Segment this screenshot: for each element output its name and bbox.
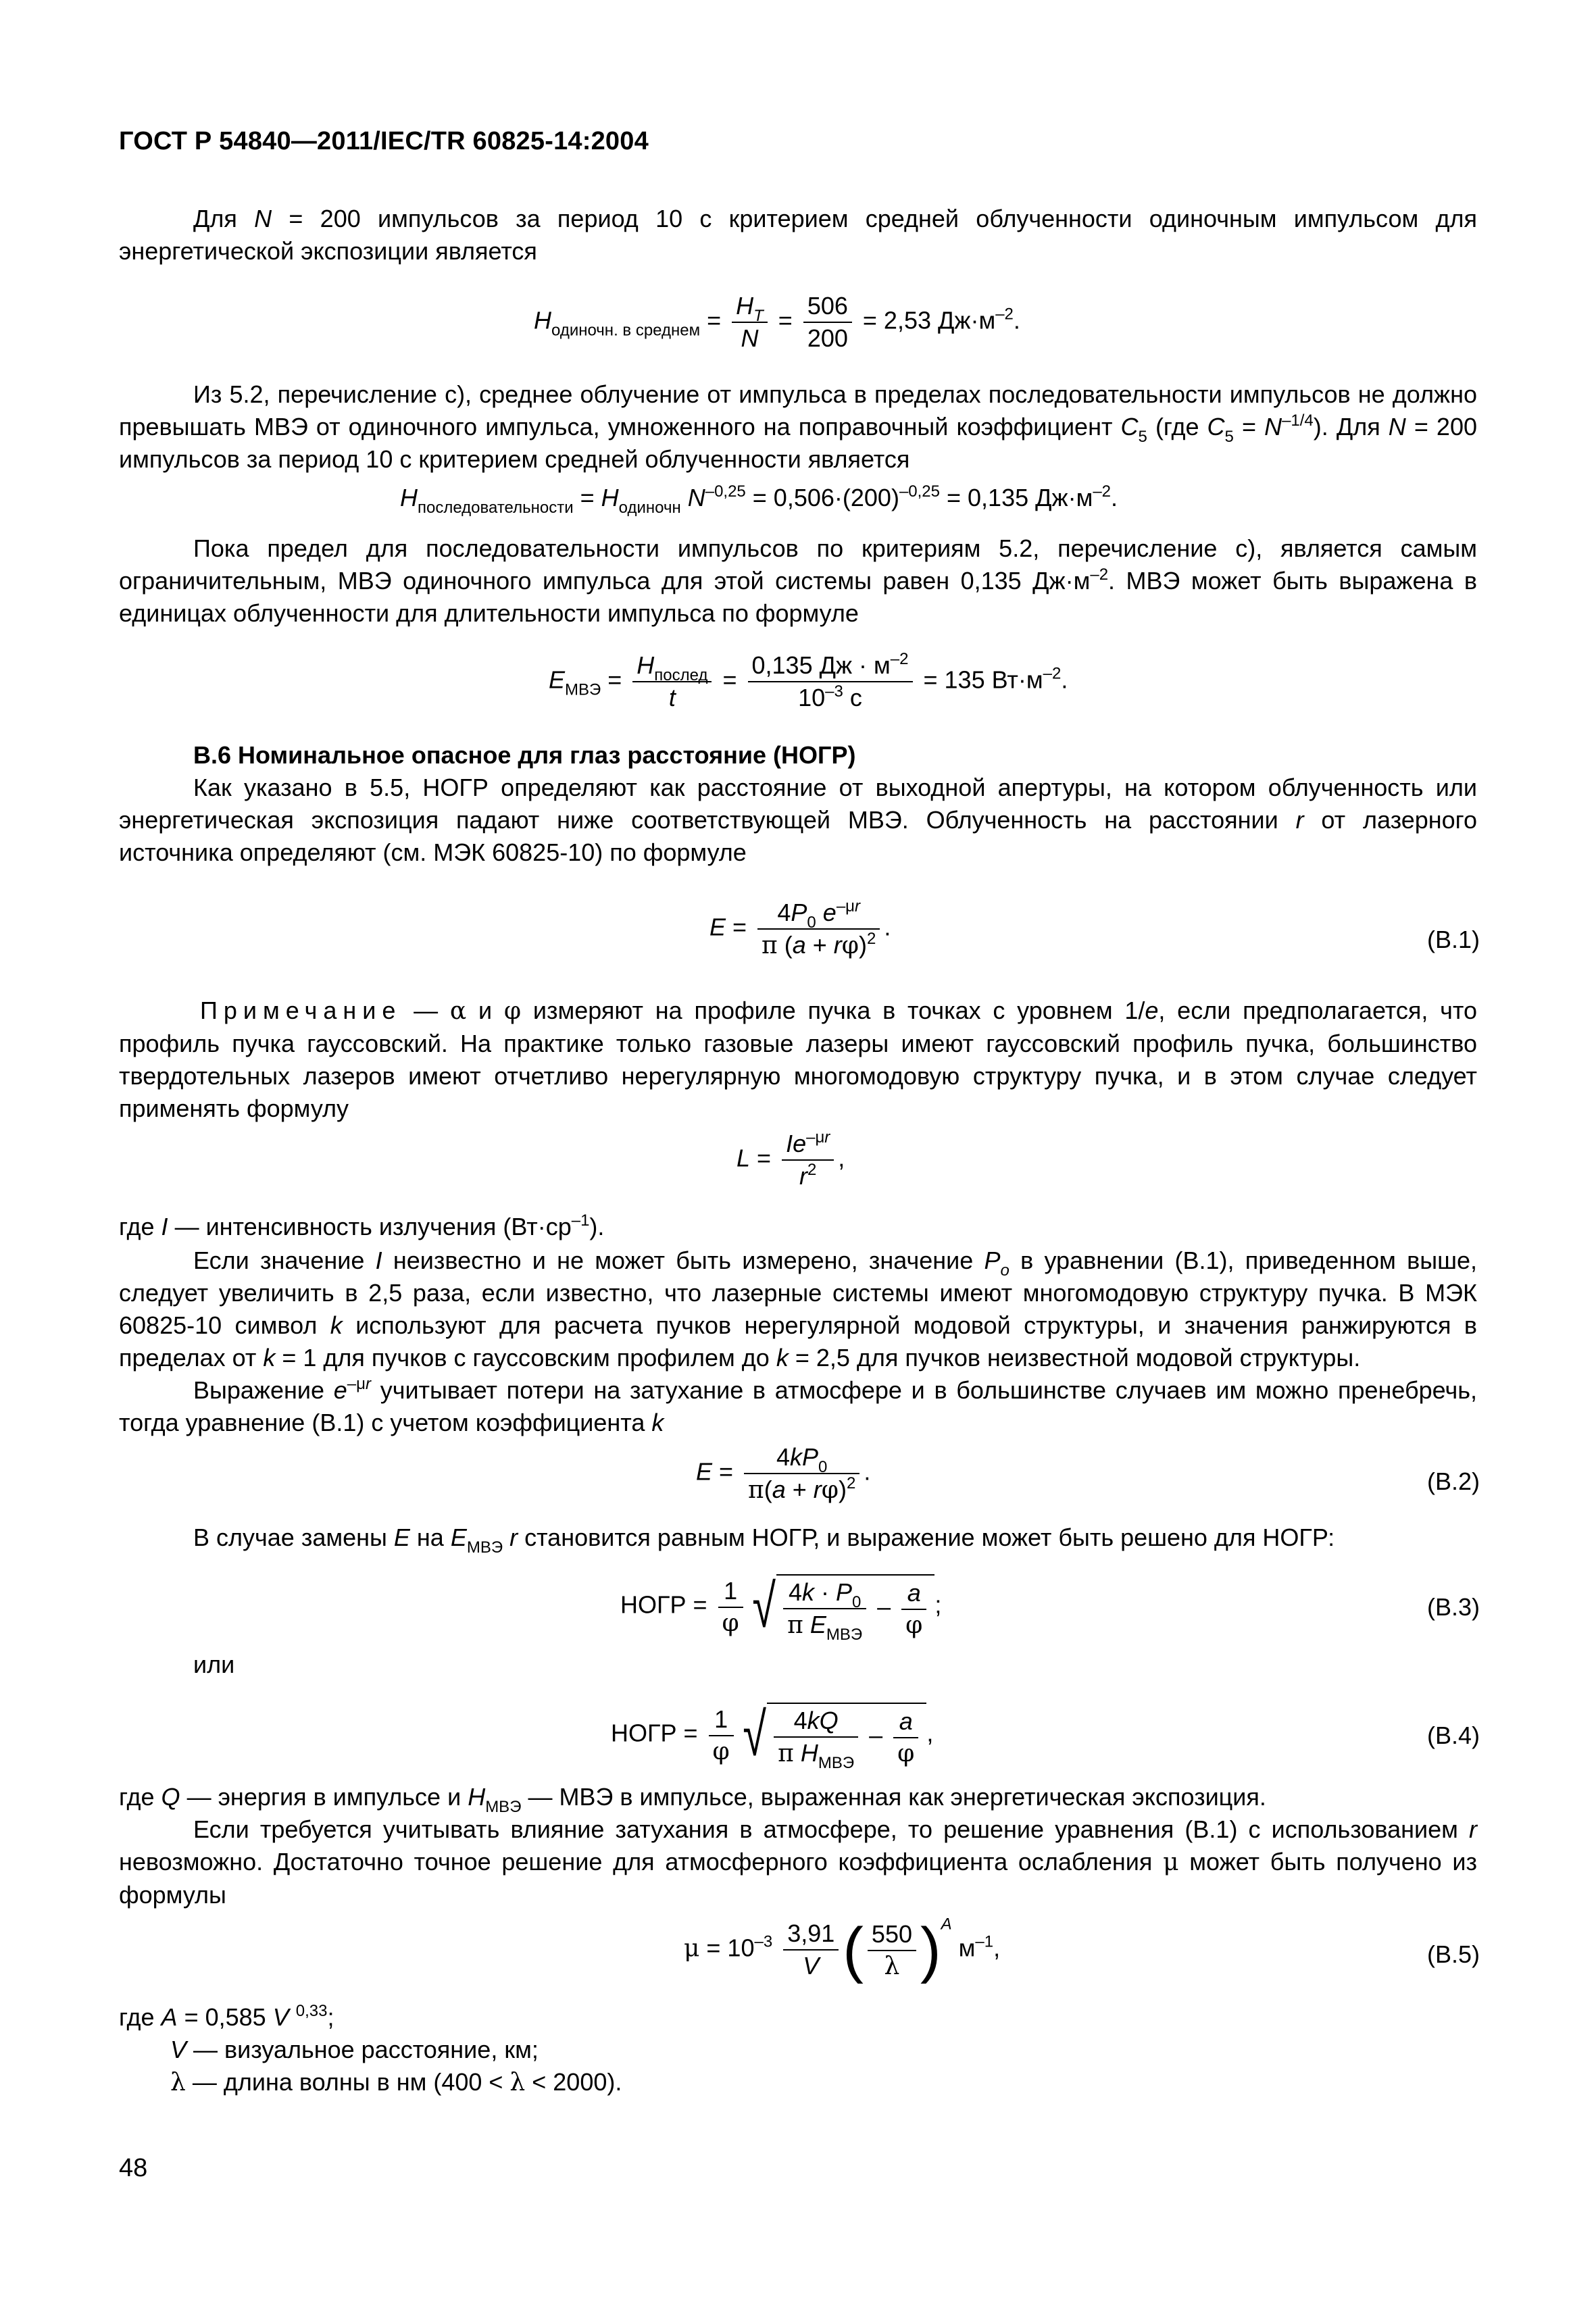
word-or: или bbox=[193, 1651, 235, 1678]
where-lambda: λ — длина волны в нм (400 < λ < 2000). bbox=[170, 2068, 622, 2096]
formula-b1: E = $\frac{4P_0 e^{-\mu r}}{\pi (a + r\varphi)^2}$ . bbox=[709, 897, 891, 959]
eq-label-b5: (В.5) bbox=[1427, 1940, 1480, 1968]
section-title: В.6 Номинальное опасное для глаз расстояние (НОГР) bbox=[193, 741, 856, 769]
formula-h-single: $H_{одиночн. в среднем}$ = $\frac{H_T}{N}$ = $\frac{506}{200}$ = 2,53 $Дж\cdot м^{-2}$. bbox=[534, 292, 1020, 352]
formula-h-sequence: $H_{последовательности} = H_{одиночн}$ $N^{-0,25} = 0,506\cdot(200)^{-0,25} = 0,135$ $Дж\cdot м^{-2}$. bbox=[400, 482, 1118, 517]
where-q: где Q — энергия в импульсе и $H_{МВЭ}$ — МВЭ в импульсе, выраженная как энергетическая экспозиция. bbox=[119, 1783, 1266, 1816]
paragraph-6: Выражение $e^{-\mu r}$ учитывает потери на затухание в атмосфере и в большинстве случаев им можно пренебречь, тогда уравнение (В.1) с учетом коэффициента k bbox=[119, 1375, 1478, 1436]
paragraph-2: Из 5.2, перечисление с), среднее облучение от импульса в пределах последовательности импульсов не должно превышать МВЭ от одиночного импульса, умноженного на поправочный коэффициент $C_5$ (где $C_5 = N^{-1/4}$). Для N = 200 импульсов за период 10 с критерием средней облученности является bbox=[119, 380, 1477, 473]
formula-b2: E = $\frac{4kP_0}{\pi(a + r\varphi)^2}$ . bbox=[696, 1443, 871, 1504]
eq-label-b3: (В.3) bbox=[1427, 1593, 1480, 1621]
document-header: ГОСТ Р 54840—2011/IEC/TR 60825-14:2004 bbox=[119, 127, 649, 155]
formula-b5: $\mu = 10^{-3}$ $\frac{3,91}{V}$ ( $\frac{550}{\lambda}$ )$^A$ $м^{-1}$, bbox=[684, 1915, 1001, 1984]
formula-e-mpe: $E_{МВЭ}$ = $\frac{H_{послед}}{t}$ = $\frac{0,135 Дж \cdot м^{-2}}{10^{-3} с}$ = 135 $Вт\cdot м^{-2}$. bbox=[549, 650, 1068, 711]
paragraph-1: Для N = 200 импульсов за период 10 с критерием средней облученности одиночным импульсом для энергетической экспозиции является bbox=[119, 205, 1477, 265]
formula-b4: НОГР = $\frac{1}{\varphi}$ √ $\frac{4kQ}{\pi H_{МВЭ}}$ – $\frac{a}{\varphi}$ , bbox=[611, 1701, 934, 1772]
paragraph-5: Если значение I неизвестно и не может быть измерено, значение $P_o$ в уравнении (В.1), приведенном выше, следует увеличить в 2,5 раза, если известно, что лазерные системы имеют многомодовую структуру пучка. В МЭК 60825-10 символ k используют для расчета пучков нерегулярной модовой структуры, и значения ранжируются в пределах от k = 1 для пучков с гауссовским профилем до k = 2,5 для пучков неизвестной модовой структуры. bbox=[119, 1247, 1478, 1372]
paragraph-8: Если требуется учитывать влияние затухания в атмосфере, то решение уравнения (В.1) с использованием r невозможно. Достаточно точное решение для атмосферного коэффициента ослабления μ может быть получено из формулы bbox=[119, 1815, 1477, 1909]
where-a: где A = 0,585 V $^{0,33}$; bbox=[119, 2002, 334, 2031]
paragraph-7: В случае замены E на $E_{МВЭ}$ r становится равным НОГР, и выражение может быть решено для НОГР: bbox=[193, 1524, 1335, 1557]
eq-label-b1: (В.1) bbox=[1427, 926, 1480, 953]
where-intensity: где I — интенсивность излучения $(Вт\cdot ср^{-1})$. bbox=[119, 1211, 605, 1240]
paragraph-4: Как указано в 5.5, НОГР определяют как расстояние от выходной апертуры, на котором облученность или энергетическая экспозиция падают ниже соответствующей МВЭ. Облученность на расстоянии r от лазерного источника определяют (см. МЭК 60825-10) по формуле bbox=[119, 774, 1477, 866]
where-v: V — визуальное расстояние, км; bbox=[170, 2036, 539, 2063]
eq-label-b2: (В.2) bbox=[1427, 1467, 1480, 1495]
paragraph-3: Пока предел для последовательности импульсов по критериям 5.2, перечисление с), является самым ограничительным, МВЭ одиночного импульса для этой системы равен 0,135 $Дж\cdot м^{-2}$. МВЭ может быть выражена в единицах облученности для длительности импульса по формуле bbox=[119, 534, 1477, 627]
page-number: 48 bbox=[119, 2154, 148, 2182]
formula-l: L = $\frac{Ie^{-\mu r}}{r^2}$ , bbox=[737, 1128, 845, 1190]
eq-label-b4: (В.4) bbox=[1427, 1721, 1480, 1749]
note-paragraph: Примечание — α и φ измеряют на профиле пучка в точках с уровнем 1/e, если предполагается, что профиль пучка гауссовский. На практике только газовые лазеры имеют гауссовский профиль пучка, большинство твердотельных лазеров имеют отчетливо нерегулярную многомодовую структуру пучка, и в этом случае следует применять формулу bbox=[119, 997, 1477, 1122]
formula-b3: НОГР = $\frac{1}{\varphi}$ √ $\frac{4k \cdot P_0}{\pi E_{МВЭ}}$ – $\frac{a}{\varphi}$ ; bbox=[620, 1573, 942, 1644]
